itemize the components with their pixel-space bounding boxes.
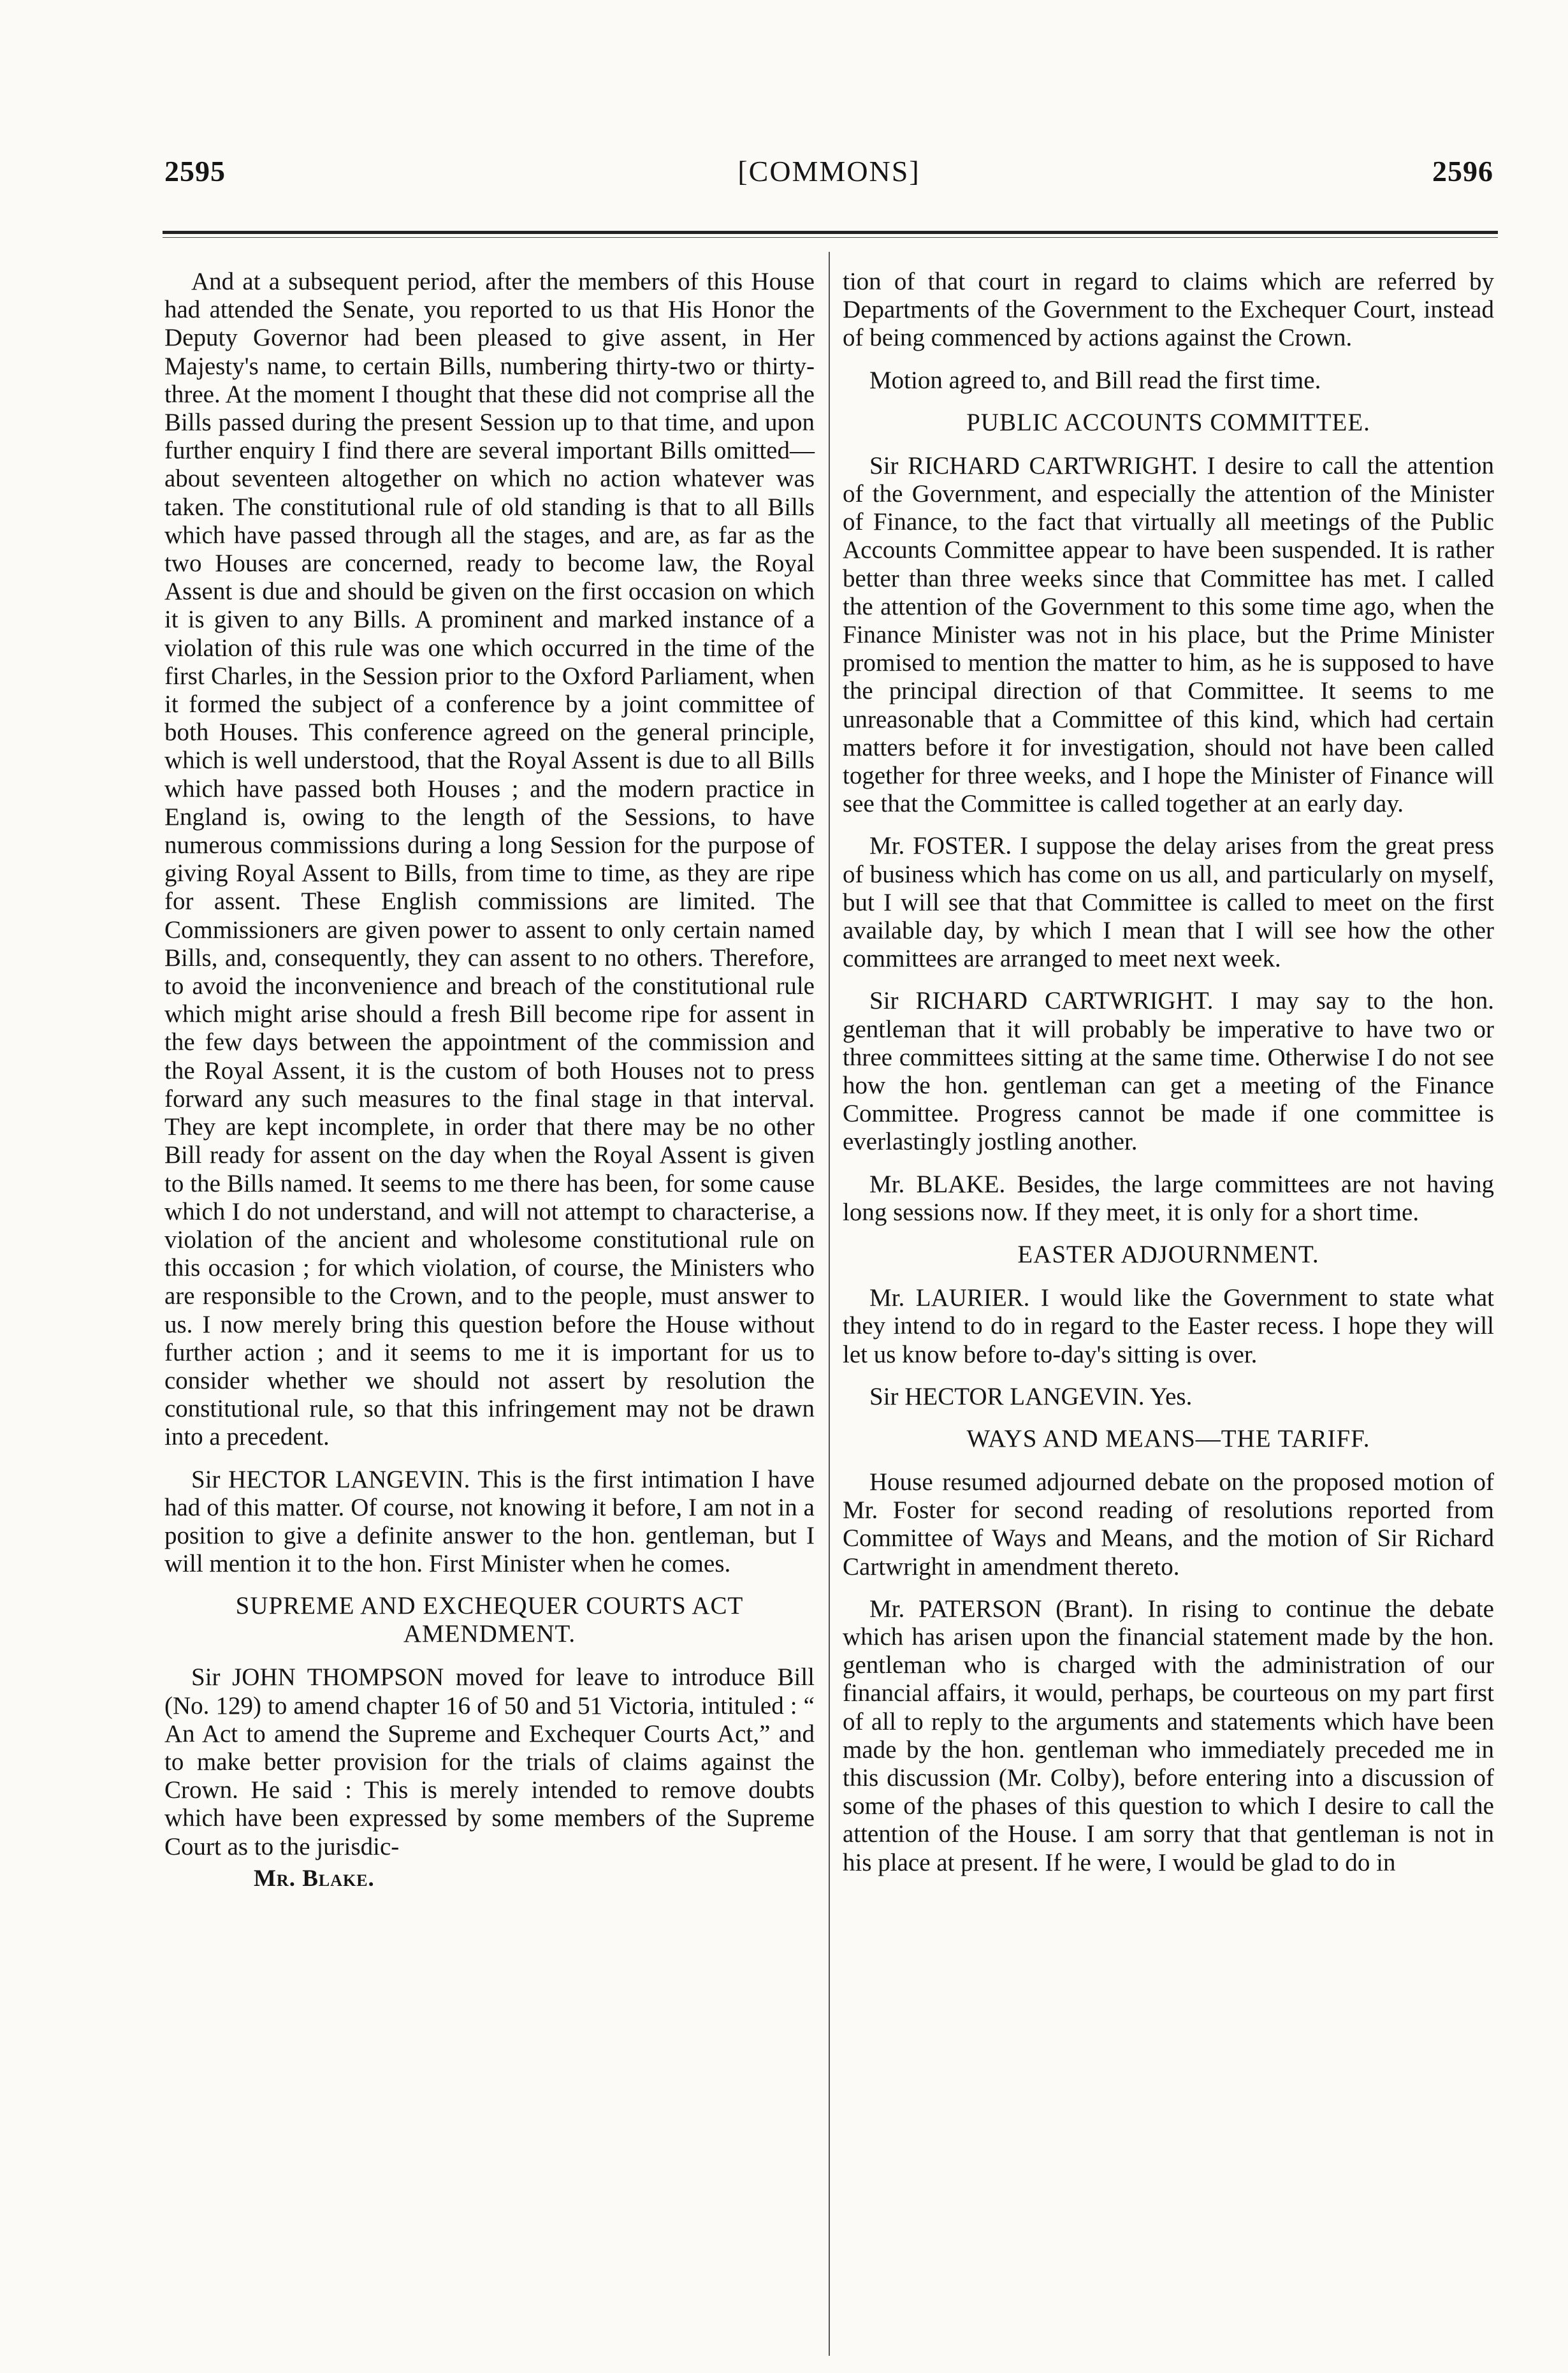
right-paragraph-7 xyxy=(843,1284,1494,1369)
speech-text: I desire to call the attention of the Government, and especially the attention of the Minister of Finance, to the fact that virtually all meetings of the Public Accounts Committee appear to have been suspended. It is rather better than three weeks since that Committee has met. I called the attention of the Government to this some time ago, when the Finance Minister was not in his place, but the Prime Minister promised to mention the matter to him, as he is supposed to have the principal direction of that Committee. It seems to me unreasonable that a Committee of this kind, which had certain matters before it for investigation, should not have been called together for three weeks, and I hope the Minister of Finance will see that the Committee is called together at an early day. xyxy=(843,451,1494,818)
left-paragraph-1: And at a subsequent period, after the members of this House had attended the Senate, you reported to us that His Honor the Deputy Governor had been pleased to give assent, in Her Majesty's name, to certain Bills, numbering thirty-two or thirty-three. At the moment I thought that these did not comprise all the Bills passed during the present Session up to that time, and upon further enquiry I find there are several important Bills omitted—about seventeen altogether on which no action whatever was taken. The constitutional rule of old standing is that to all Bills which have passed through all the stages, and are, as far as the two Houses are concerned, ready to become law, the Royal Assent is due and should be given on the first occasion on which it is given to any Bills. A prominent and marked instance of a violation of this rule was one which occurred in the time of the first Charles, in the Session prior to the Oxford Parliament, when it formed the subject of a conference by a joint committee of both Houses. This conference agreed on the general principle, which is well understood, that the Royal Assent is due to all Bills which have passed both Houses ; and the modern practice in England is, owing to the length of the Sessions, to have numerous commissions during a long Session for the purpose of giving Royal Assent to Bills, from time to time, as they are ripe for assent. These English commissions are limited. The Commissioners are given power to assent to only certain named Bills, and, consequently, they can assent to no others. Therefore, to avoid the inconvenience and breach of the constitutional rule which might arise should a fresh Bill become ripe for assent in the few days between the appointment of the commission and the Royal Assent, it is the custom of both Houses not to press forward any such measures to the final stage in that interval. They are kept incomplete, in order that there may be no other Bill ready for assent on the day when the Royal Assent is given to the Bills named. It seems to me there has been, for some cause which I do not understand, and will not attempt to characterise, a violation of the ancient and wholesome constitutional rule on this occasion ; for which violation, of course, the Ministers who are responsible to the Crown, and to the people, must answer to us. I now merely bring this question before the House without further action ; and it seems to me it is important for us to consider whether we should not assert by resolution the constitutional rule, so that this infringement may not be drawn into a precedent. xyxy=(164,268,815,1451)
speaker-name: Mr. LAURIER. xyxy=(869,1284,1030,1312)
speaker-name: Sir HECTOR LANGEVIN. xyxy=(191,1465,470,1493)
right-paragraph-4 xyxy=(843,832,1494,973)
page-number-right: 2596 xyxy=(1432,155,1493,187)
section-heading-ways-and-means: WAYS AND MEANS—THE TARIFF. xyxy=(966,1424,1370,1452)
column-divider xyxy=(829,252,830,2356)
speaker-name: Sir JOHN THOMPSON xyxy=(191,1663,444,1691)
speech-text: This is the first intimation I have had of this matter. Of course, not knowing it before, I am not in a position to give a definite answer to the hon. gentleman, but I will mention it to the hon. First Minister when he comes. xyxy=(164,1465,815,1578)
right-paragraph-3 xyxy=(843,452,1494,819)
right-paragraph-5 xyxy=(843,987,1494,1156)
right-paragraph-8 xyxy=(843,1383,1494,1411)
right-column xyxy=(843,268,1494,1891)
speaker-name: Mr. FOSTER. xyxy=(869,832,1012,860)
section-heading-easter-adjournment: EASTER ADJOURNMENT. xyxy=(1017,1241,1319,1269)
header-rule xyxy=(163,231,1498,234)
speech-text: In rising to continue the debate which has arisen upon the financial statement made by the hon. gentleman who is charged with the administration of our financial affairs, it would, perhaps, be courteous on my part first of all to reply to the arguments and statements which have been made by the hon. gentleman who immediately preceded me in this discussion (Mr. Colby), before entering into a discussion of some of the phases of this question to which I desire to call the attention of the House. I am sorry that that gentleman is not in his place at present. If he were, I would be glad to do in xyxy=(843,1595,1494,1876)
speech-text: I may say to the hon. gentleman that it will probably be imperative to have two or three committees sitting at the same time. Otherwise I do not see how the hon. gentleman can get a meeting of the Finance Committee. Progress cannot be made if one committee is everlastingly jostling another. xyxy=(843,987,1494,1156)
left-column xyxy=(164,268,815,1893)
speech-text: Yes. xyxy=(1149,1382,1193,1410)
speaker-name: Sir RICHARD CARTWRIGHT. xyxy=(869,987,1214,1015)
section-heading-supreme-courts: SUPREME AND EXCHEQUER COURTS ACT AMENDMENT. xyxy=(235,1592,744,1648)
speech-text: moved for leave to introduce Bill (No. 129) to amend chapter 16 of 50 and 51 Victoria, intituled : “ An Act to amend the Supreme and Exchequer Courts Act,” and to make better provision for the trials of claims against the Crown. He said : This is merely intended to remove doubts which have been expressed by some members of the Supreme Court as to the jurisdic- xyxy=(164,1663,815,1860)
page-header xyxy=(164,154,1493,212)
right-paragraph-1: tion of that court in regard to claims which are referred by Departments of the Government to the Exchequer Court, instead of being commenced by actions against the Crown. xyxy=(843,268,1494,352)
running-head: [COMMONS] xyxy=(737,155,920,187)
left-paragraph-2 xyxy=(164,1466,815,1579)
section-heading-public-accounts: PUBLIC ACCOUNTS COMMITTEE. xyxy=(966,408,1370,436)
right-paragraph-10 xyxy=(843,1595,1494,1877)
page-number-left: 2595 xyxy=(164,155,226,187)
speech-text: I would like the Government to state what they intend to do in regard to the Easter recess. I hope they will let us know before to-day's sitting is over. xyxy=(843,1284,1495,1368)
right-paragraph-6 xyxy=(843,1171,1494,1227)
speaker-name: Sir HECTOR LANGEVIN. xyxy=(869,1382,1145,1410)
speaker-name: Mr. BLAKE. xyxy=(869,1170,1006,1198)
right-paragraph-9: House resumed adjourned debate on the proposed motion of Mr. Foster for second reading of resolutions reported from Committee of Ways and Means, and the motion of Sir Richard Cartwright in amendment thereto. xyxy=(843,1468,1494,1581)
header-rule-thin xyxy=(163,237,1498,238)
speaker-name: Mr. PATERSON (Brant). xyxy=(869,1595,1134,1623)
left-paragraph-3 xyxy=(164,1663,815,1860)
right-paragraph-2: Motion agreed to, and Bill read the first time. xyxy=(869,366,1321,394)
speech-text: Besides, the large committees are not having long sessions now. If they meet, it is only for a short time. xyxy=(843,1170,1495,1226)
catchword: Mr. Blake. xyxy=(254,1865,375,1892)
speech-text: I suppose the delay arises from the great press of business which has come on us all, and particularly on myself, but I will see that that Committee is called to meet on the first available day, by which I mean that I will see how the other committees are arranged to meet next week. xyxy=(843,832,1495,973)
speaker-name: Sir RICHARD CARTWRIGHT. xyxy=(869,451,1198,479)
